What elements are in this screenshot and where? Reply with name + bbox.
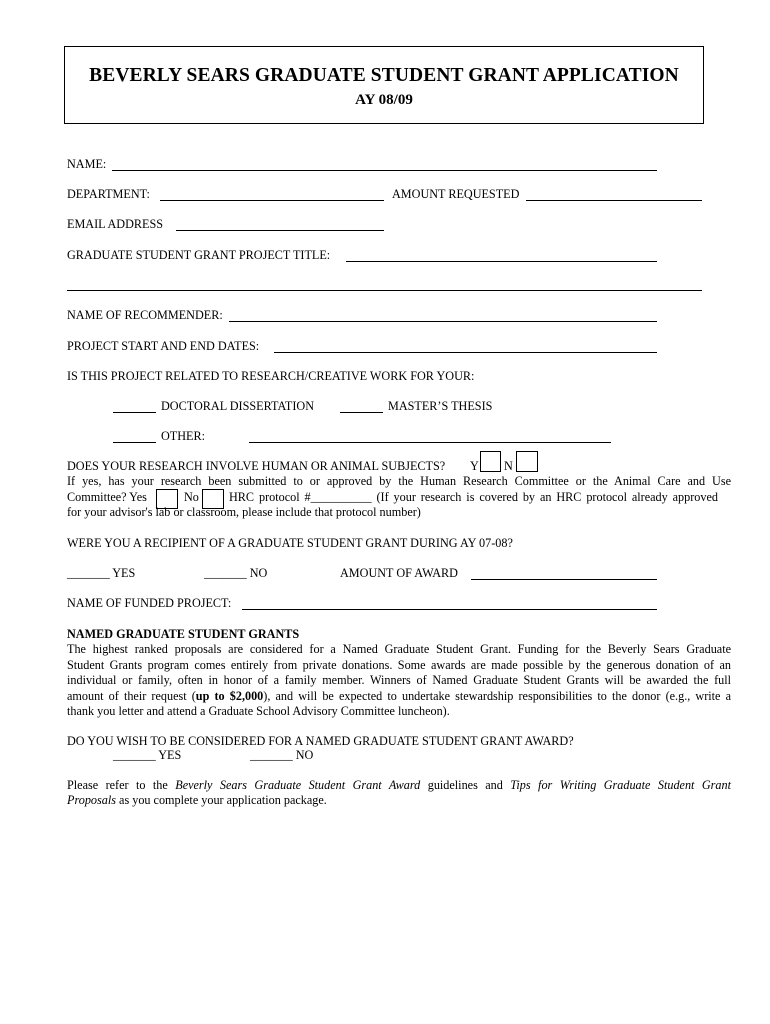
- line-4-start: amount of their request (: [67, 688, 196, 703]
- title-box: [64, 46, 704, 124]
- subjects-line-3: for your advisor's lab or classroom, please include that protocol number): [67, 505, 421, 519]
- line-4-end: ), and will be expected to undertake stewardship responsibilities to the donor (e.g., write a: [263, 688, 731, 703]
- email-label: EMAIL ADDRESS: [67, 217, 164, 231]
- doctoral-blank[interactable]: [113, 412, 156, 413]
- project-title-field[interactable]: [346, 261, 657, 262]
- refer-line-1: [67, 778, 731, 793]
- named-grants-line-2: Student Grants program comes entirely from private donations. Some awards are made possible by the generous donation of an: [67, 657, 731, 672]
- department-label: DEPARTMENT:: [67, 187, 150, 201]
- refer-line-2: [67, 793, 327, 808]
- email-field[interactable]: [176, 230, 384, 231]
- recipient-yes[interactable]: _______ YES: [67, 566, 136, 580]
- subjects-y-label: Y: [470, 459, 479, 473]
- committee-no-label: No: [184, 490, 199, 504]
- named-grants-line-4: [67, 689, 731, 705]
- dates-field[interactable]: [274, 352, 657, 353]
- research-question: IS THIS PROJECT RELATED TO RESEARCH/CREATIVE WORK FOR YOUR:: [67, 369, 475, 383]
- project-title-field-continued[interactable]: [67, 290, 702, 291]
- name-label: NAME:: [67, 157, 107, 171]
- refer-text-b: guidelines and: [420, 778, 511, 792]
- tips-title: Tips for Writing Graduate Student Grant: [510, 778, 731, 792]
- subjects-question: DOES YOUR RESEARCH INVOLVE HUMAN OR ANIMAL SUBJECTS?: [67, 459, 446, 473]
- form-title: BEVERLY SEARS GRADUATE STUDENT GRANT APPLICATION: [89, 65, 679, 86]
- named-grants-heading: NAMED GRADUATE STUDENT GRANTS: [67, 627, 300, 641]
- refer-text-a: Please refer to the: [67, 778, 176, 792]
- tips-title-end: Proposals: [67, 793, 116, 807]
- named-no[interactable]: _______ NO: [250, 748, 314, 762]
- hrc-protocol-text: HRC protocol #__________ (If your research is covered by an HRC protocol already approved: [229, 490, 718, 504]
- named-grants-line-1: The highest ranked proposals are considered for a Named Graduate Student Grant. Funding for the Beverly Sears Graduate: [67, 642, 731, 656]
- refer-text-c: as you complete your application package.: [115, 793, 327, 807]
- department-field[interactable]: [160, 200, 384, 201]
- subjects-detail: [67, 474, 731, 490]
- subjects-no-checkbox[interactable]: [516, 451, 538, 472]
- project-title-label: GRADUATE STUDENT GRANT PROJECT TITLE:: [67, 248, 331, 262]
- award-limit: up to $2,000: [195, 688, 264, 703]
- name-field[interactable]: [112, 170, 657, 171]
- recommender-field[interactable]: [229, 321, 657, 322]
- dates-label: PROJECT START AND END DATES:: [67, 339, 260, 353]
- doctoral-label: DOCTORAL DISSERTATION: [161, 399, 315, 413]
- named-yes[interactable]: _______ YES: [113, 748, 182, 762]
- named-question: DO YOU WISH TO BE CONSIDERED FOR A NAMED GRADUATE STUDENT GRANT AWARD?: [67, 734, 574, 748]
- named-grants-line-3: individual or family, often in honor of a family member. Winners of Named Graduate Student Grants will be awarded the full: [67, 673, 731, 687]
- named-grants-paragraph: [67, 642, 731, 720]
- subjects-line-1: If yes, has your research been submitted to or approved by the Human Research Committee or the Animal Care and Use: [67, 474, 731, 488]
- funded-project-label: NAME OF FUNDED PROJECT:: [67, 596, 232, 610]
- named-grants-line-5: thank you letter and attend a Graduate School Advisory Committee luncheon).: [67, 704, 450, 718]
- other-blank[interactable]: [113, 442, 156, 443]
- masters-blank[interactable]: [340, 412, 383, 413]
- recipient-question: WERE YOU A RECIPIENT OF A GRADUATE STUDENT GRANT DURING AY 07-08?: [67, 536, 513, 550]
- recommender-label: NAME OF RECOMMENDER:: [67, 308, 223, 322]
- award-amount-field[interactable]: [471, 579, 657, 580]
- recipient-no[interactable]: _______ NO: [204, 566, 268, 580]
- amount-requested-field[interactable]: [526, 200, 702, 201]
- subjects-yes-checkbox[interactable]: [480, 451, 501, 472]
- other-label: OTHER:: [161, 429, 206, 443]
- masters-label: MASTER’S THESIS: [388, 399, 493, 413]
- amount-requested-label: AMOUNT REQUESTED: [392, 187, 520, 201]
- other-field[interactable]: [249, 442, 611, 443]
- committee-yes-label: Committee? Yes: [67, 490, 147, 504]
- funded-project-field[interactable]: [242, 609, 657, 610]
- award-amount-label: AMOUNT OF AWARD: [340, 566, 458, 580]
- guidelines-title: Beverly Sears Graduate Student Grant Award: [175, 778, 421, 792]
- form-subtitle: AY 08/09: [355, 92, 413, 108]
- subjects-n-label: N: [504, 459, 513, 473]
